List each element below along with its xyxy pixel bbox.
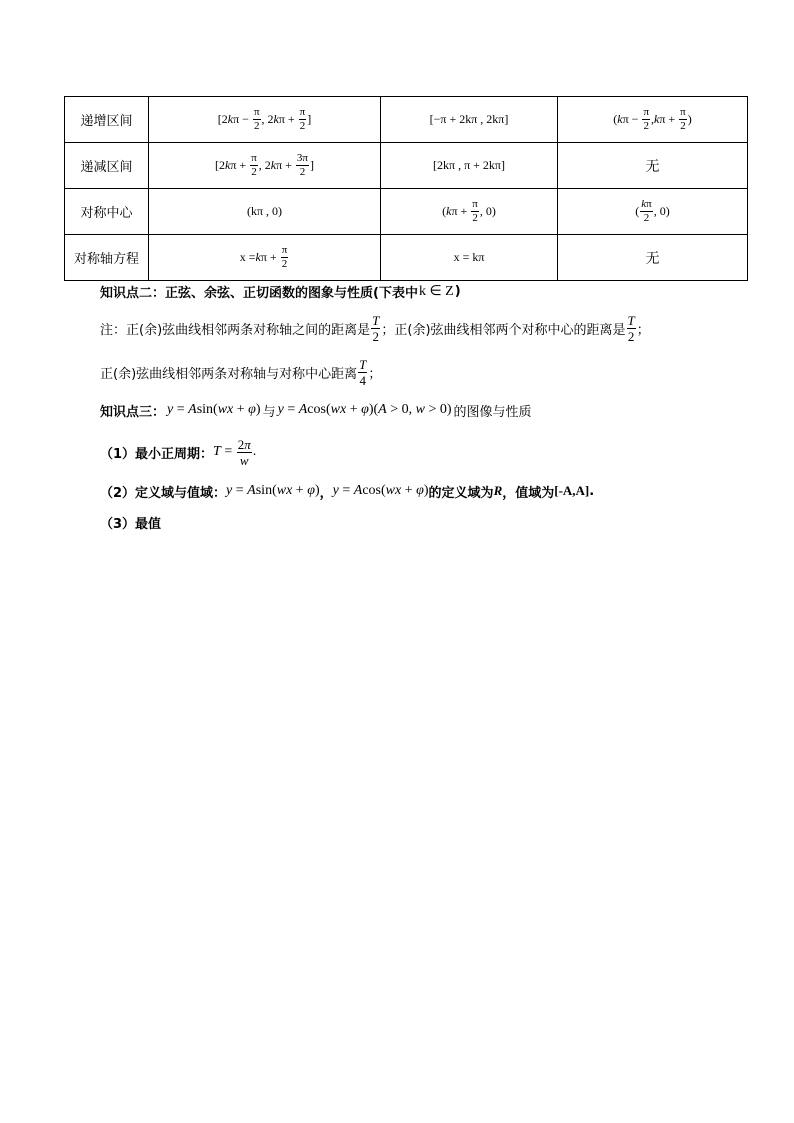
item-3-extrema (100, 512, 161, 532)
cos-decreasing-interval: [2kπ , π + 2kπ] (433, 158, 505, 172)
knowledge-point-2-title: 知识点二：正弦、余弦、正切函数的图象与性质(下表中 (100, 285, 418, 301)
row-label: 递增区间 (80, 114, 133, 129)
sin-cell (149, 143, 381, 189)
tan-cell (558, 189, 748, 235)
trig-properties-table (64, 96, 748, 281)
row-label-cell (65, 143, 149, 189)
cos-cell (381, 97, 558, 143)
note2-fraction: $\frac{T}{4}$ (359, 356, 367, 388)
sin-cell (149, 235, 381, 281)
item-1-min-period (100, 432, 256, 472)
tan-cell (558, 97, 748, 143)
row-label: 对称轴方程 (73, 252, 139, 267)
item-2-range-text: ，值域为 (502, 485, 555, 501)
table-row (65, 143, 748, 189)
cos-increasing-interval: [−π + 2kπ , 2kπ] (429, 112, 509, 126)
sin-symmetry-center: (kπ , 0) (246, 204, 283, 218)
item-2-separator: ， (319, 485, 333, 501)
row-label-cell (65, 189, 149, 235)
table-row (65, 97, 748, 143)
tan-cell (558, 235, 748, 281)
point3-suffix: 的图像与性质 (453, 404, 532, 420)
domain-R: R (493, 483, 503, 498)
item-2-end: . (589, 483, 595, 499)
sin-cell (149, 189, 381, 235)
cos-cell (381, 143, 558, 189)
table-row (65, 189, 748, 235)
item-1-label: （1）最小正周期： (100, 446, 214, 462)
cos-symmetry-center: ( k π + $\frac{\pi}{2}$ , 0) (442, 198, 496, 224)
sin-decreasing-interval: [2 k π + $\frac{\pi}{2}$ , 2 k π + $\frac{3\pi}{2}$ ] (215, 152, 314, 178)
k-in-z: k ∈ Z (418, 283, 454, 299)
range-value: [-A,A] (554, 483, 590, 498)
item-3-label: （3）最值 (100, 516, 162, 532)
sin-symmetry-axis: x = k π + $\frac{\pi}{2}$ (239, 244, 288, 270)
formula-acos-condition: y = Acos(wx + φ)(A > 0, w > 0) (277, 402, 452, 417)
note2-prefix: 正(余)弦曲线相邻两条对称轴与对称中心距离 (100, 366, 358, 382)
item-2-label: （2）定义域与值域： (100, 485, 227, 501)
sin-cell (149, 97, 381, 143)
sin-increasing-interval: [2 k π − $\frac{\pi}{2}$ , 2 k π + $\frac{\pi}{2}$ ] (217, 106, 312, 132)
tan-increasing-interval: ( k π − $\frac{\pi}{2}$ , k π + $\frac{\pi}{2}$ ) (613, 106, 692, 132)
conjunction: 与 (262, 404, 276, 420)
tan-cell (558, 143, 748, 189)
formula-acos-2: y = Acos(wx + φ) (332, 483, 429, 498)
cos-cell (381, 189, 558, 235)
note-end: ； (636, 322, 650, 338)
item-2-domain-range (100, 481, 594, 501)
table-row (65, 235, 748, 281)
row-label-cell (65, 97, 149, 143)
knowledge-point-2-heading (100, 282, 461, 300)
row-label: 对称中心 (80, 206, 133, 221)
item-2-domain-text: 的定义域为 (428, 485, 494, 501)
note-fraction-1: $\frac{T}{2}$ (372, 312, 380, 344)
row-label-cell (65, 235, 149, 281)
note-line-2 (100, 354, 381, 390)
formula-asin: y = Asin(wx + φ) (167, 402, 261, 417)
cos-cell (381, 235, 558, 281)
note-line-1 (100, 310, 650, 346)
note2-end: ； (368, 366, 382, 382)
note-middle: ；正(余)弦曲线相邻两个对称中心的距离是 (381, 322, 626, 338)
tan-symmetry-axis-none: 无 (645, 250, 660, 267)
heading-close-paren: ) (454, 283, 461, 299)
knowledge-point-3-heading (100, 400, 532, 420)
formula-asin-2: y = Asin(wx + φ) (226, 483, 320, 498)
period-formula: T = $\frac{2\pi}{w}$ . (213, 436, 257, 468)
row-label: 递减区间 (80, 160, 133, 175)
tan-decreasing-none: 无 (645, 158, 660, 175)
note-fraction-2: $\frac{T}{2}$ (627, 312, 635, 344)
cos-symmetry-axis: x = kπ (453, 250, 485, 264)
note-prefix: 注：正(余)弦曲线相邻两条对称轴之间的距离是 (100, 322, 371, 338)
tan-symmetry-center: ( $\frac{k\pi}{2}$ , 0) (635, 198, 670, 224)
knowledge-point-3-title: 知识点三： (100, 404, 166, 420)
